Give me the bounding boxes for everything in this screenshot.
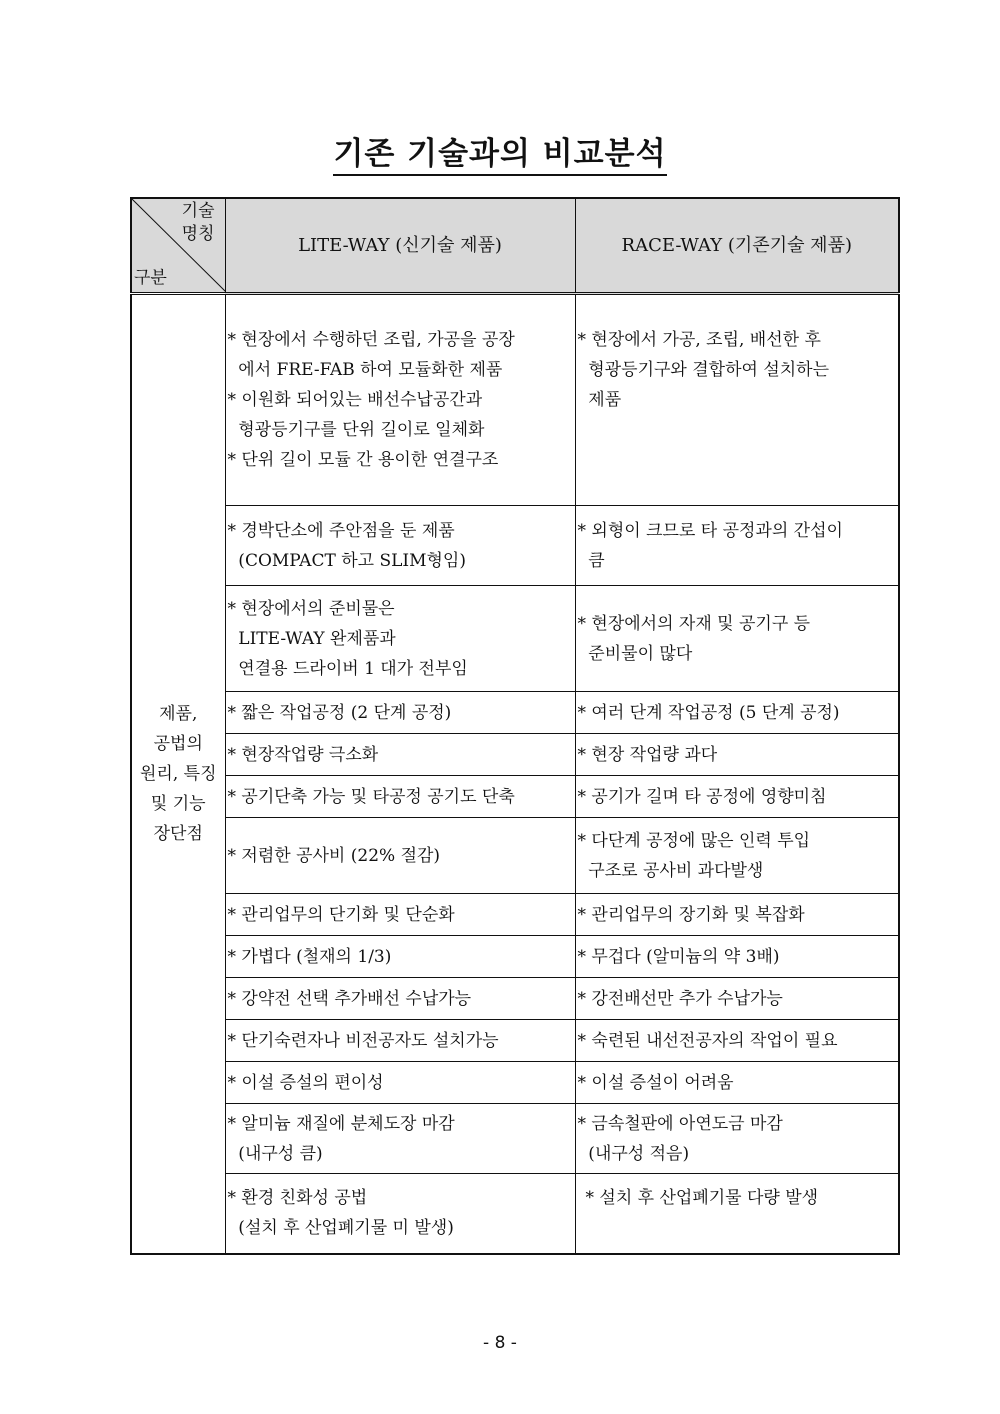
category-line: 장단점	[153, 823, 203, 844]
lite-way-cell	[225, 776, 575, 818]
cell-text-line: * 현장에서 수행하던 조립, 가공을 공장	[227, 330, 515, 350]
cell-text-line: * 무겁다 (알미늄의 약 3배)	[577, 946, 780, 967]
cell-text-line: * 현장에서 가공, 조립, 배선한 후	[577, 330, 821, 350]
race-way-cell	[575, 978, 899, 1020]
race-way-cell	[575, 692, 899, 734]
table-row	[131, 776, 899, 818]
race-way-cell	[575, 506, 899, 586]
page-title	[0, 128, 1000, 173]
corner-top-line2: 명칭	[181, 224, 215, 244]
table-row	[131, 294, 899, 506]
cell-text-line: 큼	[577, 550, 605, 571]
table-row	[131, 692, 899, 734]
table-row	[131, 1020, 899, 1062]
table-header-row	[131, 198, 899, 294]
cell-text-line: * 금속철판에 아연도금 마감	[577, 1113, 783, 1134]
cell-text-line: (COMPACT 하고 SLIM형임)	[227, 550, 466, 571]
cell-text-line: * 저렴한 공사비 (22% 절감)	[227, 845, 441, 866]
cell-text-line: * 단위 길이 모듈 간 용이한 연결구조	[227, 450, 499, 470]
cell-text-line: * 현장 작업량 과다	[577, 744, 718, 765]
race-way-cell	[575, 1104, 899, 1174]
header-corner-cell	[131, 198, 225, 294]
category-line: 공법의	[153, 733, 203, 754]
cell-text-line: 구조로 공사비 과다발생	[577, 860, 764, 881]
table-row	[131, 1062, 899, 1104]
comparison-table	[130, 197, 900, 1255]
race-way-cell	[575, 894, 899, 936]
table-row	[131, 818, 899, 894]
corner-bottom-label: 구분	[134, 268, 167, 288]
cell-text-line: * 짧은 작업공정 (2 단계 공정)	[227, 702, 452, 723]
race-way-cell	[575, 734, 899, 776]
cell-text-line: 연결용 드라이버 1 대가 전부임	[227, 658, 468, 679]
cell-text-line: 준비물이 많다	[577, 643, 693, 664]
lite-way-cell	[225, 506, 575, 586]
table-row	[131, 586, 899, 692]
cell-text-line: * 환경 친화성 공법	[227, 1188, 368, 1209]
table-row	[131, 506, 899, 586]
cell-text-line: * 다단계 공정에 많은 인력 투입	[577, 830, 811, 851]
cell-text-line: 형광등기구를 단위 길이로 일체화	[227, 420, 485, 440]
race-way-cell	[575, 936, 899, 978]
cell-text-line: 제품	[577, 390, 622, 410]
cell-text-line: (내구성 적음)	[577, 1143, 690, 1164]
cell-text-line: * 현장에서의 준비물은	[227, 598, 395, 619]
cell-text-line: * 강약전 선택 추가배선 수납가능	[227, 988, 472, 1009]
header-race-way: RACE-WAY (기존기술 제품)	[575, 198, 899, 294]
cell-text-line: * 관리업무의 단기화 및 단순화	[227, 904, 455, 925]
cell-text-line: * 외형이 크므로 타 공정과의 간섭이	[577, 520, 843, 541]
race-way-cell	[575, 586, 899, 692]
lite-way-cell	[225, 294, 575, 506]
lite-way-cell	[225, 978, 575, 1020]
cell-text-line: * 현장에서의 자재 및 공기구 등	[577, 613, 811, 634]
race-way-cell	[575, 294, 899, 506]
lite-way-cell	[225, 1062, 575, 1104]
cell-text-line: * 가볍다 (철재의 1/3)	[227, 946, 392, 967]
lite-way-cell	[225, 586, 575, 692]
race-way-cell	[575, 1020, 899, 1062]
category-line: 제품,	[159, 703, 198, 724]
table-row	[131, 1174, 899, 1254]
cell-text-line: * 강전배선만 추가 수납가능	[577, 988, 783, 1009]
cell-text-line: 형광등기구와 결합하여 설치하는	[577, 360, 830, 380]
race-way-cell	[575, 818, 899, 894]
corner-top-line1: 기술	[181, 201, 215, 221]
cell-text-line: * 단기숙련자나 비전공자도 설치가능	[227, 1030, 499, 1051]
lite-way-cell	[225, 818, 575, 894]
cell-text-line: * 숙련된 내선전공자의 작업이 필요	[577, 1030, 838, 1051]
cell-text-line: (내구성 큼)	[227, 1143, 323, 1164]
lite-way-cell	[225, 936, 575, 978]
cell-text-line: * 이원화 되어있는 배선수납공간과	[227, 390, 483, 410]
table-row	[131, 734, 899, 776]
category-line: 원리, 특징	[140, 763, 217, 784]
cell-text-line: * 공기가 길며 타 공정에 영향미침	[577, 786, 827, 807]
cell-text-line: * 경박단소에 주안점을 둔 제품	[227, 520, 455, 541]
lite-way-cell	[225, 894, 575, 936]
cell-text-line: * 이설 증설의 편이성	[227, 1072, 384, 1093]
cell-text-line: * 설치 후 산업폐기물 다량 발생	[585, 1188, 819, 1209]
race-way-cell	[575, 1174, 899, 1254]
table-row	[131, 978, 899, 1020]
cell-text-line: 에서 FRE-FAB 하여 모듈화한 제품	[227, 360, 503, 380]
table-row	[131, 936, 899, 978]
corner-top-label	[182, 200, 215, 246]
race-way-cell	[575, 776, 899, 818]
lite-way-cell	[225, 1104, 575, 1174]
category-cell	[131, 294, 225, 1254]
cell-text-line: * 여러 단계 작업공정 (5 단계 공정)	[577, 702, 840, 723]
header-lite-way: LITE-WAY (신기술 제품)	[225, 198, 575, 294]
race-way-cell	[575, 1062, 899, 1104]
cell-text-line: * 현장작업량 극소화	[227, 744, 379, 765]
lite-way-cell	[225, 692, 575, 734]
lite-way-cell	[225, 734, 575, 776]
cell-text-line: * 이설 증설이 어려움	[577, 1072, 734, 1093]
cell-text-line: * 공기단축 가능 및 타공정 공기도 단축	[227, 786, 515, 807]
page-title-text: 기존 기술과의 비교분석	[333, 136, 666, 176]
table-body	[131, 294, 899, 1254]
lite-way-cell	[225, 1174, 575, 1254]
cell-text-line: * 관리업무의 장기화 및 복잡화	[577, 904, 805, 925]
cell-text-line: (설치 후 산업폐기물 미 발생)	[227, 1218, 454, 1239]
category-line: 및 기능	[150, 793, 206, 814]
lite-way-cell	[225, 1020, 575, 1062]
cell-text-line: * 알미늄 재질에 분체도장 마감	[227, 1113, 455, 1134]
cell-text-line: LITE-WAY 완제품과	[227, 628, 396, 649]
page-number: - 8 -	[483, 1333, 517, 1353]
table-row	[131, 894, 899, 936]
table-row	[131, 1104, 899, 1174]
